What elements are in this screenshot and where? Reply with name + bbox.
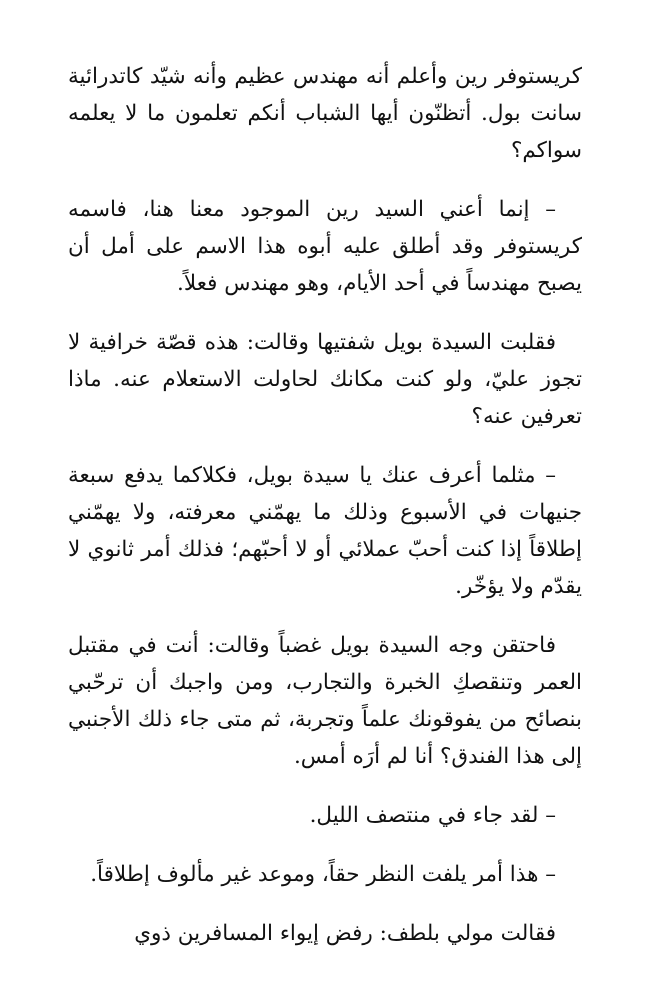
paragraph-3: فقلبت السيدة بويل شفتيها وقالت: هذه قصّة خرافية لا تجوز عليّ، ولو كنت مكانك لحاولت الاستعلام عنه. ماذا تعرفين عنه؟ [68, 330, 582, 429]
paragraph-8: فقالت مولي بلطف: رفض إيواء المسافرين ذوي [134, 921, 556, 946]
paragraph-2: – إنما أعني السيد رين الموجود معنا هنا، فاسمه كريستوفر وقد أطلق عليه أبوه هذا الاسم على أمل أن يصبح مهندساً في أحد الأيام، وهو مهندس فعلاً. [68, 197, 582, 296]
paragraph-4: – مثلما أعرف عنك يا سيدة بويل، فكلاكما يدفع سبعة جنيهات في الأسبوع وذلك ما يهمّني معرفته، ولا يهمّني إطلاقاً إذا كنت أحبّ عملائي أو لا أحبّهم؛ فذلك أمر ثانوي لا يقدّم ولا يؤخّر. [68, 463, 582, 599]
paragraph-6: – لقد جاء في منتصف الليل. [309, 803, 556, 828]
paragraph-5: فاحتقن وجه السيدة بويل غضباً وقالت: أنت في مقتبل العمر وتنقصكِ الخبرة والتجارب، ومن واجبك أن ترحّبي بنصائح من يفوقونك علماً وتجربة، ثم متى جاء ذلك الأجنبي إلى هذا الفندق؟ أنا لم أرَه أمس. [68, 633, 582, 769]
book-page [68, 58, 582, 974]
paragraph-7: – هذا أمر يلفت النظر حقاً، وموعد غير مألوف إطلاقاً. [90, 862, 556, 887]
paragraph-1: كريستوفر رين وأعلم أنه مهندس عظيم وأنه شيّد كاتدرائية سانت بول. أتظنّون أيها الشباب أنكم تعلمون ما لا يعلمه سواكم؟ [68, 64, 582, 163]
